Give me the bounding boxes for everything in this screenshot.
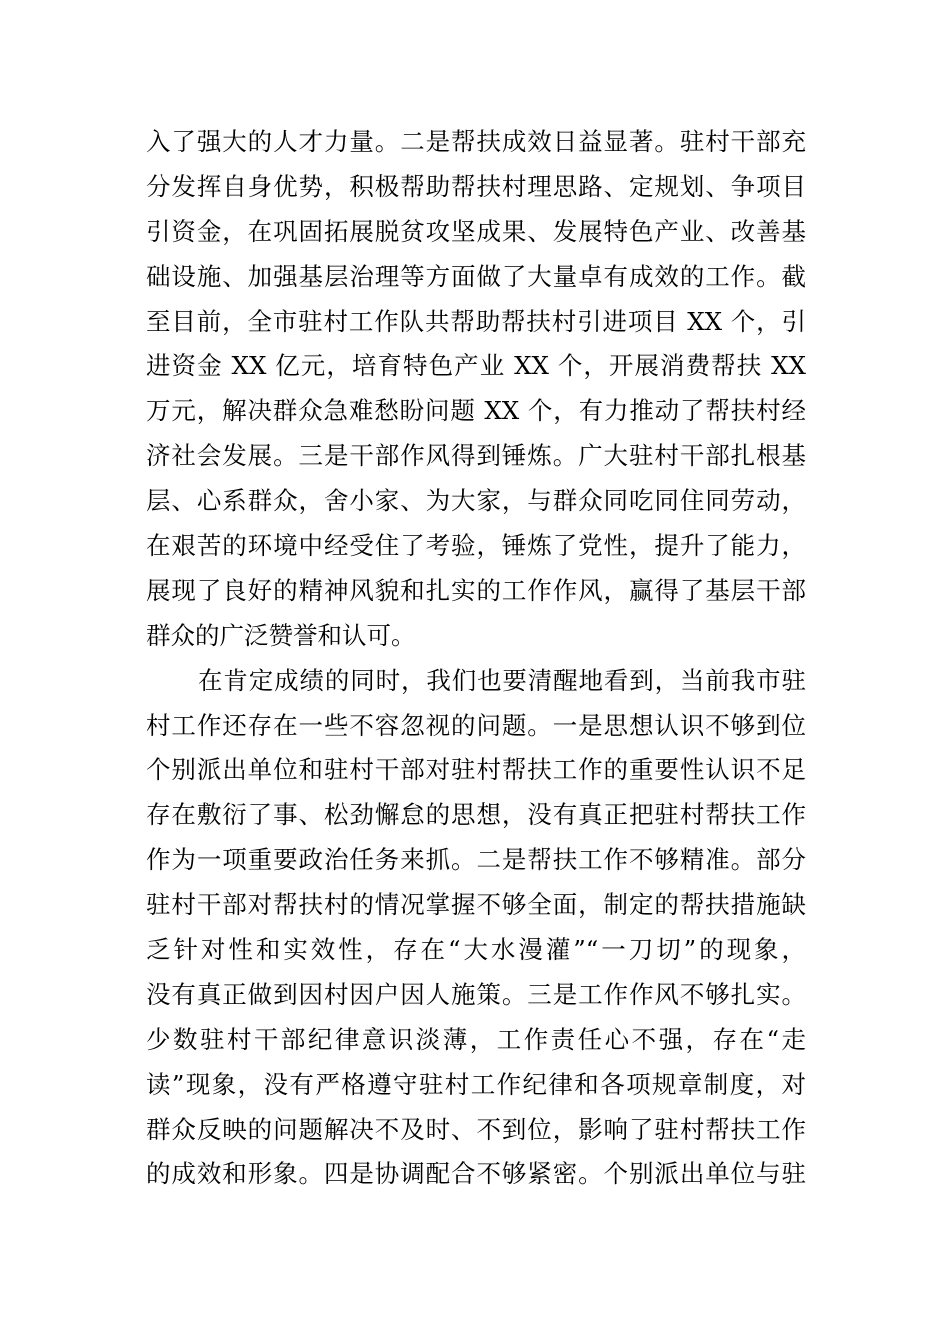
text-line: 至目前，全市驻村工作队共帮助帮扶村引进项目 XX 个，引 <box>146 306 806 336</box>
text-line: 进资金 XX 亿元，培育特色产业 XX 个，开展消费帮扶 XX <box>146 351 806 381</box>
text-line: 万元，解决群众急难愁盼问题 XX 个，有力推动了帮扶村经 <box>146 396 806 426</box>
text-line: 分发挥自身优势，积极帮助帮扶村理思路、定规划、争项目 <box>146 171 806 201</box>
text-line: 展现了良好的精神风貌和扎实的工作作风，赢得了基层干部 <box>146 575 806 605</box>
text-line: 入了强大的人才力量。二是帮扶成效日益显著。驻村干部充 <box>146 127 806 156</box>
text-line: 个别派出单位和驻村干部对驻村帮扶工作的重要性认识不足 <box>146 755 806 785</box>
text-line: 的成效和形象。四是协调配合不够紧密。个别派出单位与驻 <box>146 1159 806 1189</box>
text-line: 在肯定成绩的同时，我们也要清醒地看到，当前我市驻 <box>198 665 806 695</box>
text-line: 础设施、加强基层治理等方面做了大量卓有成效的工作。截 <box>146 261 806 291</box>
text-line: 济社会发展。三是干部作风得到锤炼。广大驻村干部扎根基 <box>146 441 806 471</box>
paragraph-1 <box>146 120 806 659</box>
paragraph-2 <box>146 659 806 1198</box>
text-line: 引资金，在巩固拓展脱贫攻坚成果、发展特色产业、改善基 <box>146 216 806 246</box>
text-line: 作为一项重要政治任务来抓。二是帮扶工作不够精准。部分 <box>146 845 806 875</box>
text-line: 存在敷衍了事、松劲懈怠的思想，没有真正把驻村帮扶工作 <box>146 800 806 830</box>
text-line: 村工作还存在一些不容忽视的问题。一是思想认识不够到位 <box>146 710 806 740</box>
body-text <box>146 120 806 1197</box>
text-line: 读”现象，没有严格遵守驻村工作纪律和各项规章制度，对 <box>146 1069 806 1099</box>
text-line: 群众的广泛赞誉和认可。 <box>146 620 416 650</box>
text-line: 层、心系群众，舍小家、为大家，与群众同吃同住同劳动， <box>146 486 806 516</box>
text-line: 驻村干部对帮扶村的情况掌握不够全面，制定的帮扶措施缺 <box>146 890 806 920</box>
text-line: 没有真正做到因村因户因人施策。三是工作作风不够扎实。 <box>146 979 806 1009</box>
text-line: 群众反映的问题解决不及时、不到位，影响了驻村帮扶工作 <box>146 1114 806 1144</box>
text-line: 乏针对性和实效性，存在“大水漫灌”“一刀切”的现象， <box>146 935 806 965</box>
text-line: 在艰苦的环境中经受住了考验，锤炼了党性，提升了能力， <box>146 531 806 561</box>
text-line: 少数驻村干部纪律意识淡薄，工作责任心不强，存在“走 <box>146 1024 806 1054</box>
